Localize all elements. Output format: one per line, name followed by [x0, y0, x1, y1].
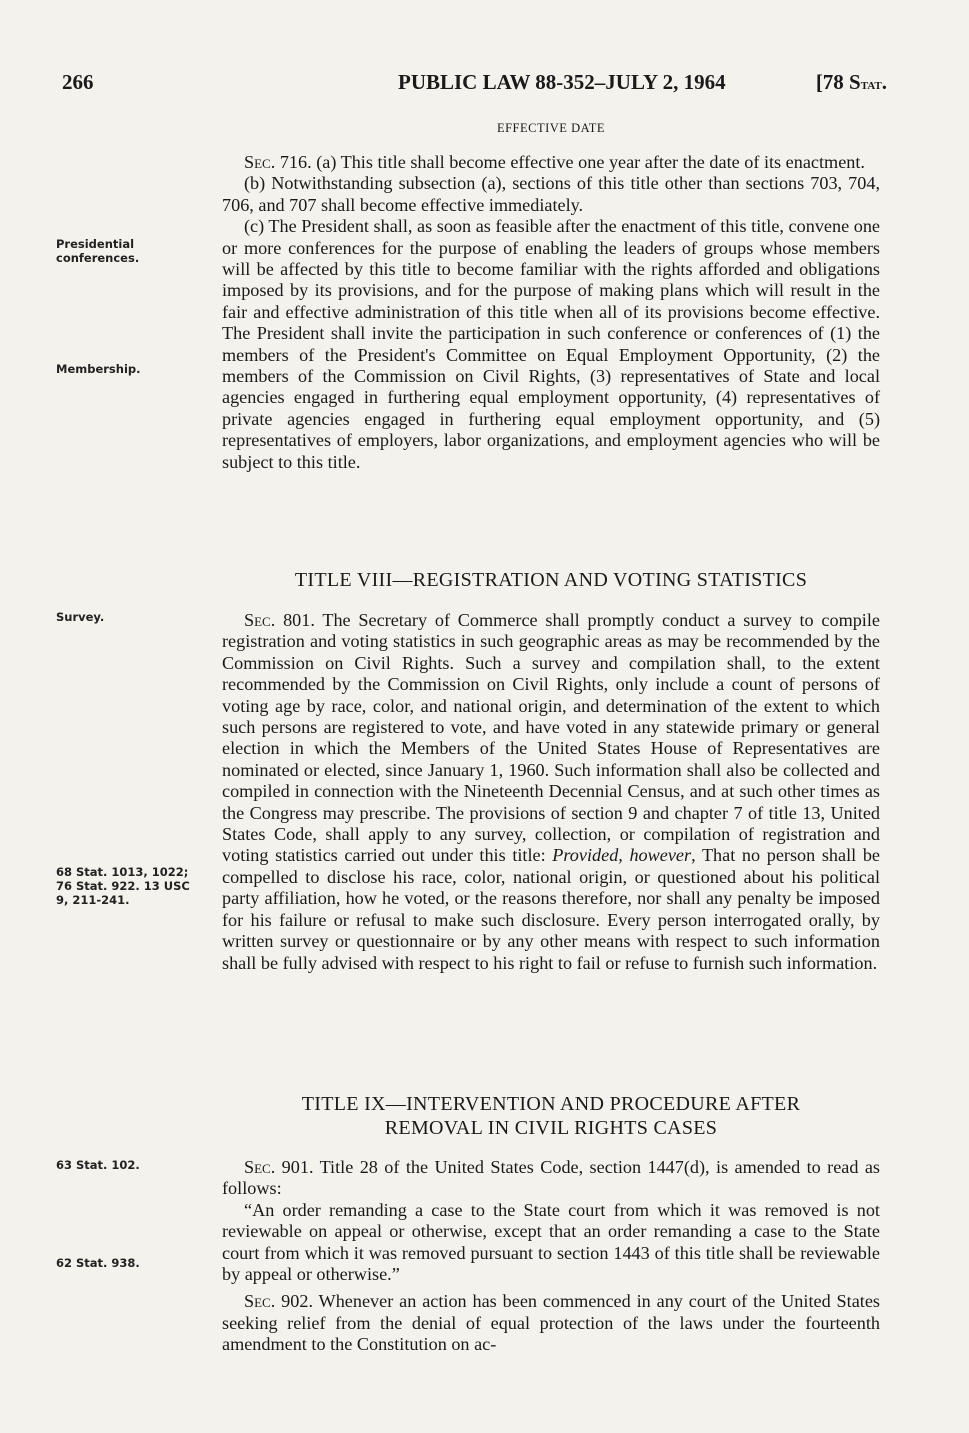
title-ix-heading: TITLE IX—INTERVENTION AND PROCEDURE AFTER REMOVAL IN CIVIL RIGHTS CASES — [301, 1093, 801, 1139]
paragraph-sec-901: Sec. 901. Title 28 of the United States Code, section 1447(d), is amended to read as follows: — [222, 1157, 880, 1199]
paragraph-sec-716a: Sec. 716. (a) This title shall become effective one year after the date of its enactment. — [244, 152, 865, 172]
effective-date-body — [222, 152, 880, 473]
stat-reference: [78 Stat. — [815, 70, 887, 94]
paragraph-sec-716c: (c) The President shall, as soon as feasible after the enactment of this title, convene one or more conferences for the purpose of enabling the leaders of groups whose members will be affected by this title to become familiar with the rights afforded and obligations imposed by its provisions, and for the purpose of making plans which will result in the fair and effective administration of this title when all of its provisions become effective. The President shall invite the participation in such conference or conferences of (1) the members of the President's Committee on Equal Employment Opportunity, (2) the members of the Commission on Civil Rights, (3) representatives of State and local agencies engaged in furthering equal employment opportunity, (4) representatives of private agencies engaged in furthering equal employment opportunity, and (5) representatives of employers, labor organizations, and employment agencies who will be subject to this title. — [222, 216, 880, 472]
title-viii-heading: TITLE VIII—REGISTRATION AND VOTING STATISTICS — [294, 569, 808, 591]
margin-note-63-stat: 63 Stat. 102. — [56, 1158, 140, 1172]
margin-note-62-stat: 62 Stat. 938. — [56, 1256, 140, 1270]
page-number: 266 — [62, 70, 94, 94]
paragraph-sec-801: Sec. 801. The Secretary of Commerce shall promptly conduct a survey to compile registration and voting statistics in such geographic areas as may be recommended by the Commission on Civil Rights. Such a survey and compilation shall, to the extent recommended by the Commission on Civil Rights, only include a count of persons of voting age by race, color, and national origin, and determination of the extent to which such persons are registered to vote, and have voted in any statewide primary or general election in which the Members of the United States House of Representatives are nominated or elected, since January 1, 1960. Such information shall also be collected and compiled in connection with the Nineteenth Decennial Census, and at such other times as the Congress may prescribe. The provisions of section 9 and chapter 7 of title 13, United States Code, shall apply to any survey, collection, or compilation of registration and voting statistics carried out under this title: Provided, however, That no person shall be compelled to disclose his race, color, national origin, or questioned about his political party affiliation, how he voted, or the reasons therefore, nor shall any penalty be imposed for his failure or refusal to make such disclosure. Every person interrogated orally, by written survey or questionnaire or by any other means with respect to such information shall be fully advised with respect to his right to fail or refuse to furnish such information. — [222, 610, 880, 973]
page-header — [62, 70, 887, 98]
title-ix-body — [222, 1157, 880, 1356]
margin-note-membership: Membership. — [56, 362, 141, 376]
margin-note-survey: Survey. — [56, 610, 105, 624]
law-title: PUBLIC LAW 88-352–JULY 2, 1964 — [398, 70, 726, 94]
margin-note-stat-refs: 68 Stat. 1013, 1022; 76 Stat. 922. 13 USC 9, 211-241. — [56, 865, 190, 907]
title-viii-body — [222, 610, 880, 974]
paragraph-quoted-amendment: “An order remanding a case to the State court from which it was removed is not reviewable on appeal or otherwise, except that an order remanding a case to the State court from which it was removed pursuant to section 1443 of this title shall be reviewable by appeal or otherwise.” — [222, 1199, 880, 1285]
paragraph-sec-902: Sec. 902. Whenever an action has been commenced in any court of the United States seeking relief from the denial of equal protection of the laws under the fourteenth amendment to the Constitution on ac- — [222, 1291, 880, 1355]
margin-note-presidential: Presidential conferences. — [56, 237, 140, 265]
effective-date-heading: EFFECTIVE DATE — [496, 121, 606, 135]
paragraph-sec-716b: (b) Notwithstanding subsection (a), sections of this title other than sections 703, 704, 706, and 707 shall become effective immediately. — [222, 173, 880, 215]
